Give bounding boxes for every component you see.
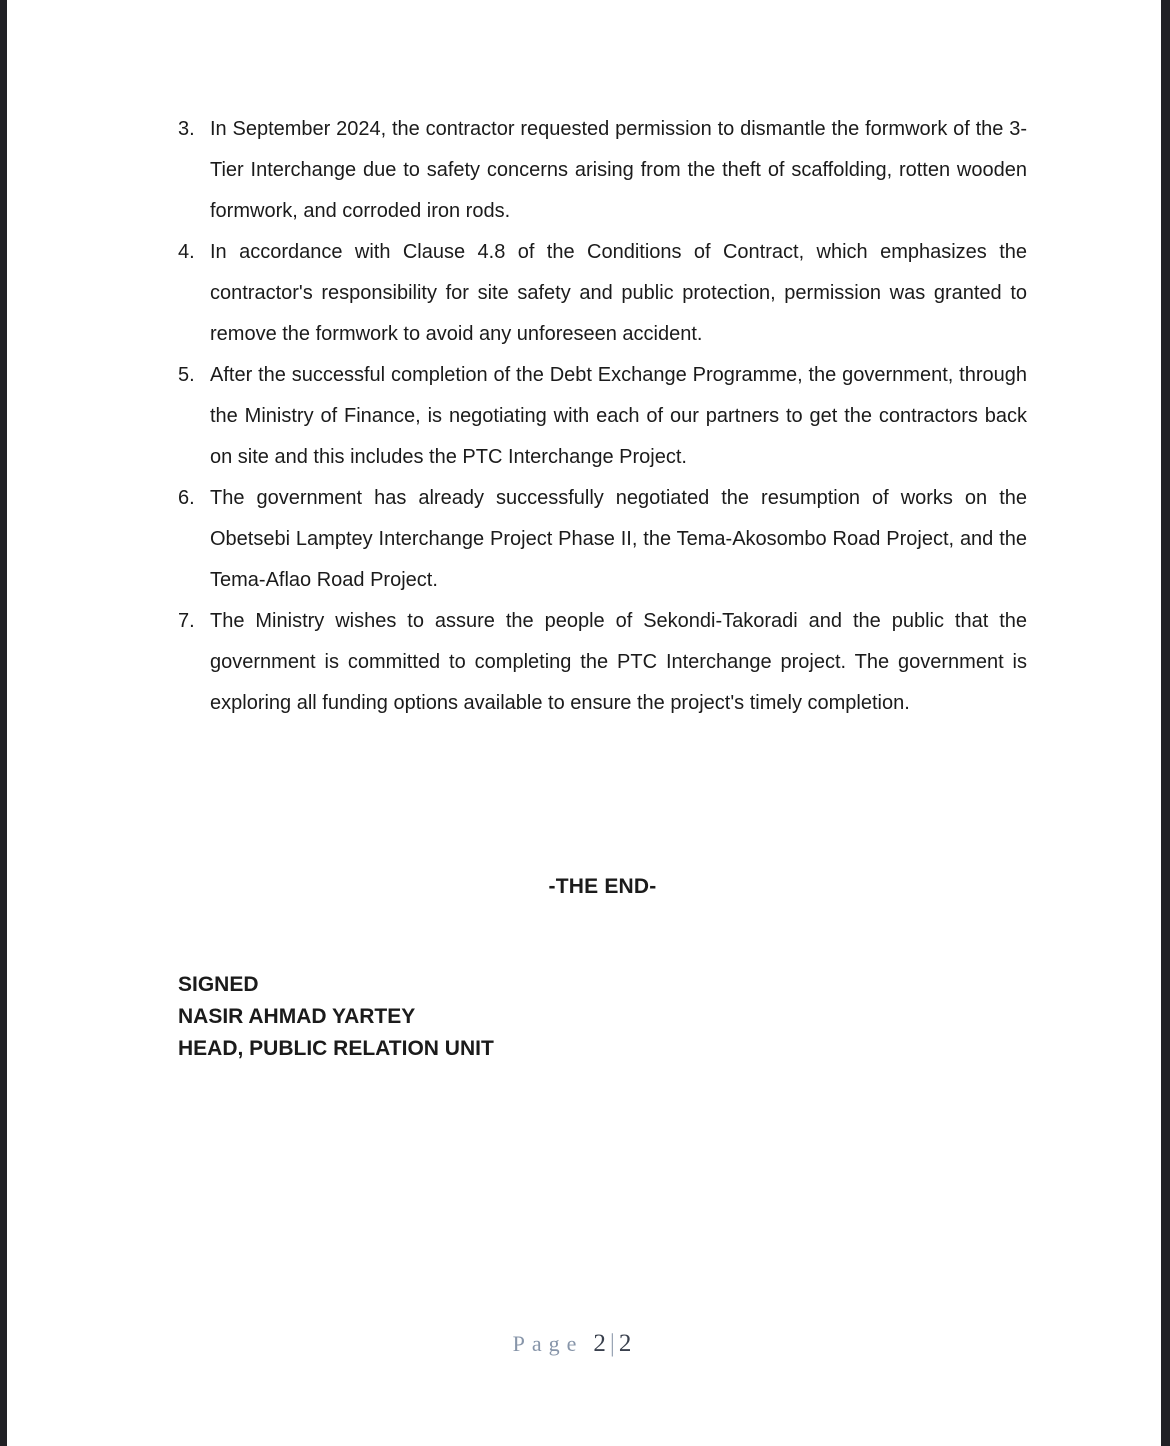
list-item <box>178 478 1027 601</box>
list-item-text: In September 2024, the contractor requested permission to dismantle the formwork of the 3-Tier Interchange due to safety concerns arising from the theft of scaffolding, rotten wooden formwork, and corroded iron rods. <box>210 118 1027 222</box>
page-label: Page <box>512 1331 584 1356</box>
list-item-number: 7. <box>178 610 195 632</box>
signatory-title: HEAD, PUBLIC RELATION UNIT <box>178 1037 494 1060</box>
signed-label: SIGNED <box>178 973 259 996</box>
list-item-number: 5. <box>178 364 195 386</box>
list-item <box>178 601 1027 724</box>
end-marker: -THE END- <box>548 875 657 898</box>
numbered-list <box>178 109 1027 724</box>
screen-edge-left <box>0 0 7 1446</box>
list-item <box>178 355 1027 478</box>
list-item-text: The government has already successfully negotiated the resumption of works on the Obetsebi Lamptey Interchange Project Phase II, the Tema-Akosombo Road Project, and the Tema-Aflao Road Project. <box>210 487 1027 591</box>
signature-block <box>178 969 494 1065</box>
list-item-text: After the successful completion of the Debt Exchange Programme, the government, through the Ministry of Finance, is negotiating with each of our partners to get the contractors back on site and this includes the PTC Interchange Project. <box>210 364 1027 468</box>
page-separator: | <box>609 1330 617 1357</box>
page-number-footer <box>0 1330 1146 1358</box>
signatory-name: NASIR AHMAD YARTEY <box>178 1005 416 1028</box>
list-item <box>178 109 1027 232</box>
screen-edge-right <box>1161 0 1170 1446</box>
list-item-text: In accordance with Clause 4.8 of the Conditions of Contract, which emphasizes the contractor's responsibility for site safety and public protection, permission was granted to remove the formwork to avoid any unforeseen accident. <box>210 241 1027 345</box>
list-item <box>178 232 1027 355</box>
list-item-number: 3. <box>178 118 195 140</box>
list-item-number: 6. <box>178 487 195 509</box>
total-pages: 2 <box>618 1330 634 1357</box>
current-page: 2 <box>593 1330 608 1357</box>
list-item-text: The Ministry wishes to assure the people of Sekondi-Takoradi and the public that the government is committed to completing the PTC Interchange project. The government is exploring all funding options available to ensure the project's timely completion. <box>210 610 1027 714</box>
list-item-number: 4. <box>178 241 195 263</box>
